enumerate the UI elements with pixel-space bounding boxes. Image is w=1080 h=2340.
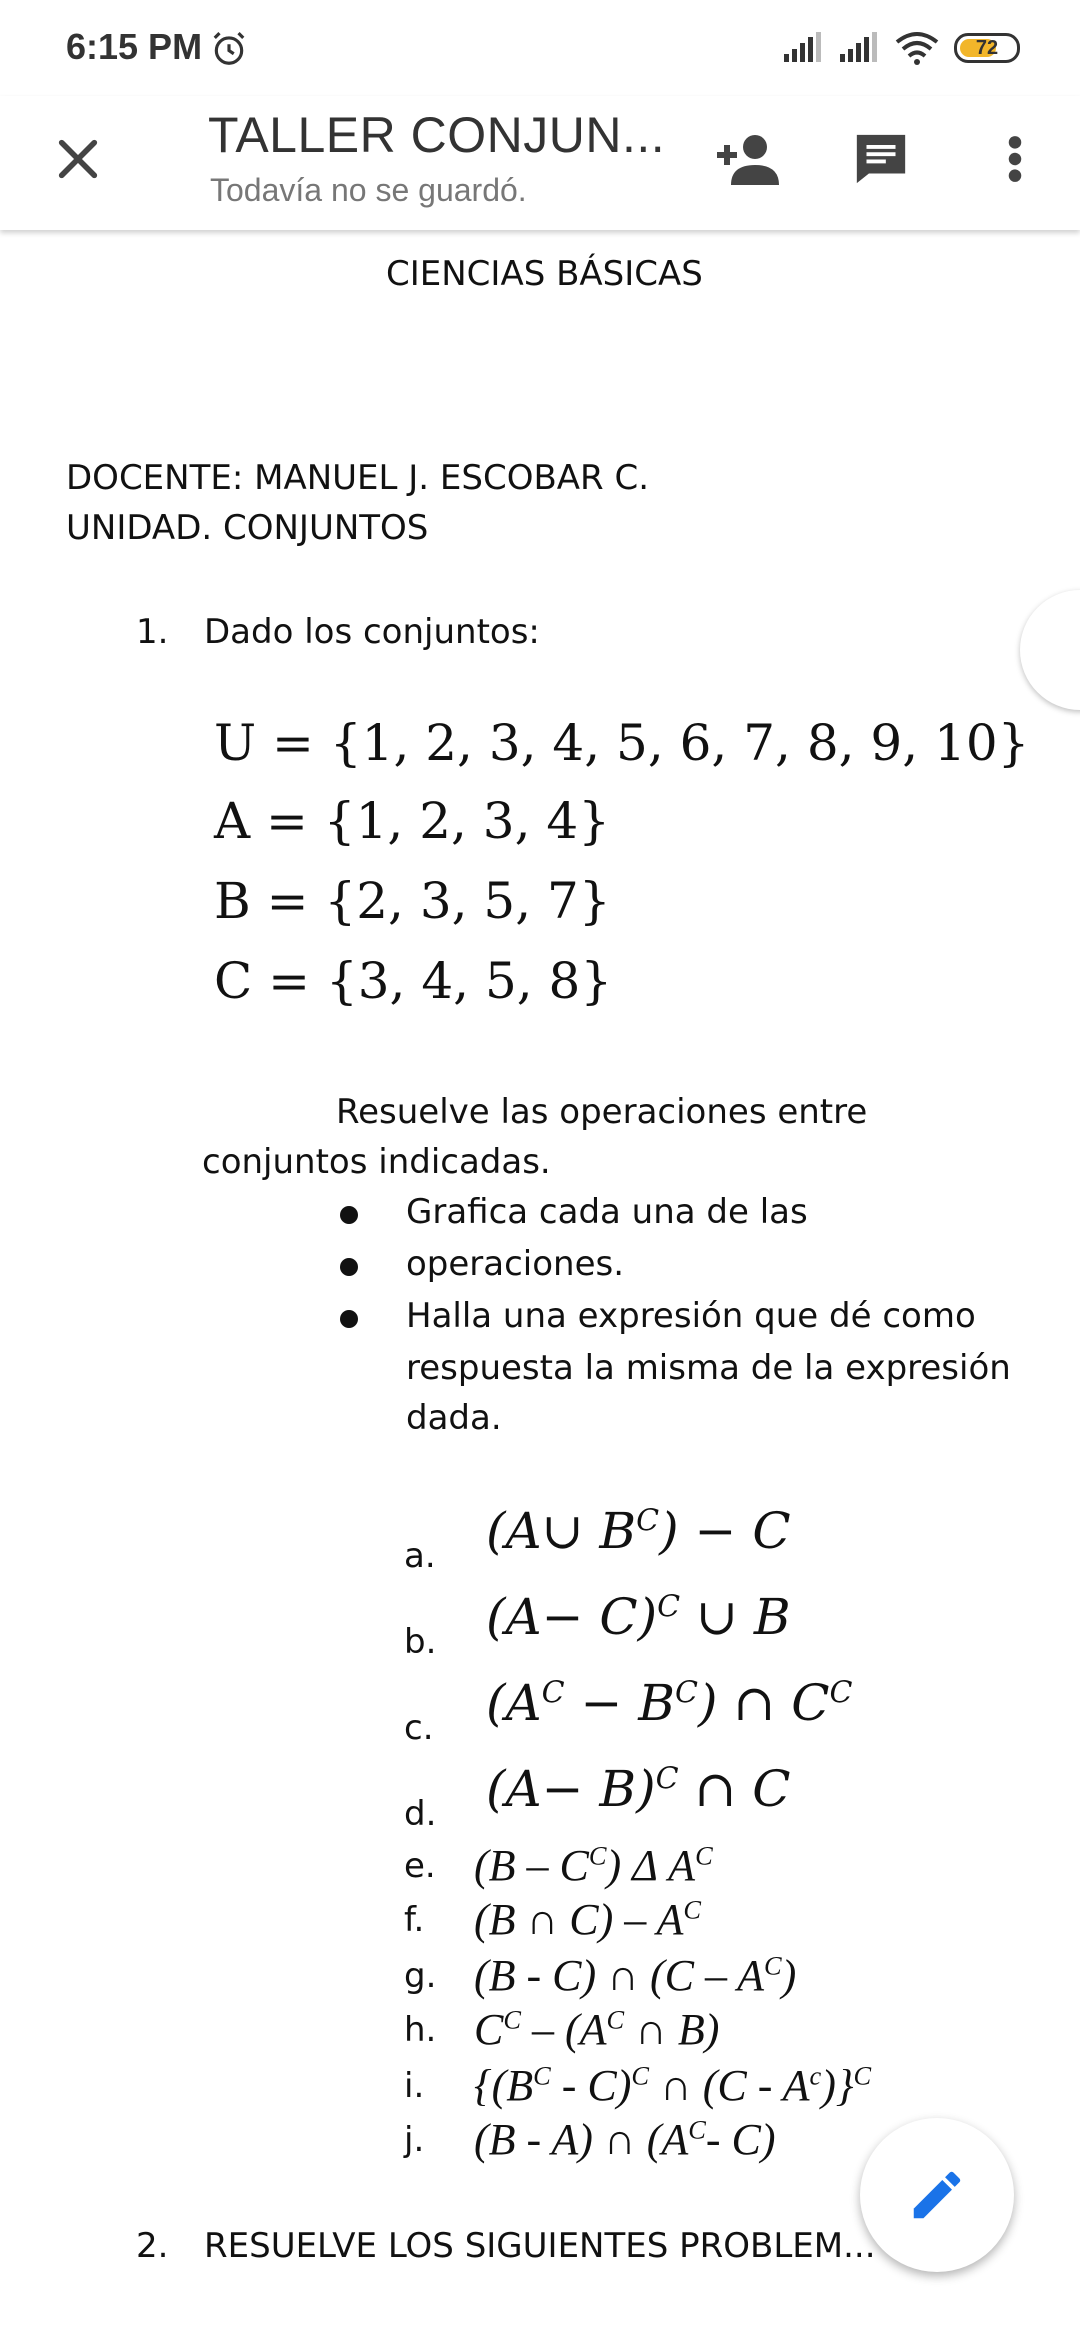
expression-h: $C^C - (A^C$ ∩ B) xyxy=(474,2004,720,2054)
doc-header: CIENCIAS BÁSICAS xyxy=(386,254,703,294)
set-c: C = {3, 4, 5, 8} xyxy=(214,952,613,1010)
status-bar xyxy=(0,0,1080,96)
expression-b: $(A- C)^C$ ∪ B xyxy=(486,1588,791,1646)
unit-line: UNIDAD. CONJUNTOS xyxy=(66,508,429,548)
set-b: B = {2, 3, 5, 7} xyxy=(214,872,611,930)
question-text: RESUELVE LOS SIGUIENTES PROBLEM... xyxy=(204,2226,876,2266)
pencil-icon xyxy=(906,2164,968,2226)
bullet xyxy=(340,1310,358,1328)
teacher-line: DOCENTE: MANUEL J. ESCOBAR C. xyxy=(66,458,650,498)
more-options-button[interactable] xyxy=(980,124,1050,194)
bullet xyxy=(340,1258,358,1276)
edit-button[interactable] xyxy=(860,2118,1014,2272)
item-letter: i. xyxy=(404,2066,425,2106)
side-panel-handle[interactable] xyxy=(1020,590,1080,710)
expression-f: (B ∩ $C) - A^C$ xyxy=(474,1894,701,1944)
battery-indicator xyxy=(954,33,1020,63)
question-number: 2. xyxy=(136,2226,169,2266)
document-title: TALLER CONJUN... xyxy=(208,107,666,163)
question-text: Dado los conjuntos: xyxy=(204,612,540,652)
item-letter: f. xyxy=(404,1900,425,1940)
bullet-text: respuesta la misma de la expresión xyxy=(406,1348,1011,1388)
item-letter: h. xyxy=(404,2010,437,2050)
instruction-line-2: conjuntos indicadas. xyxy=(202,1142,551,1182)
add-person-icon xyxy=(713,131,781,187)
item-letter: j. xyxy=(404,2120,425,2160)
save-status: Todavía no se guardó. xyxy=(210,172,527,208)
signal-icon xyxy=(782,32,824,64)
instruction-line-1: Resuelve las operaciones entre xyxy=(336,1092,868,1132)
comments-button[interactable] xyxy=(846,124,916,194)
bullet-text: Grafica cada una de las xyxy=(406,1192,808,1232)
bullet xyxy=(340,1206,358,1224)
set-a: A = {1, 2, 3, 4} xyxy=(214,792,611,850)
share-button[interactable] xyxy=(712,124,782,194)
app-toolbar xyxy=(0,96,1080,230)
expression-a: (A∪ $B^C) - C$ xyxy=(486,1502,791,1560)
expression-i: {$(B^C - C)^C$ ∩ $(C - A^c)\}^C$ xyxy=(474,2060,872,2110)
bullet-text: operaciones. xyxy=(406,1244,625,1284)
comment-icon xyxy=(852,130,910,188)
battery-level: 72 xyxy=(975,36,999,59)
item-letter: b. xyxy=(404,1622,437,1662)
more-vert-icon xyxy=(1005,134,1025,184)
alarm-icon xyxy=(210,30,248,68)
signal-icon-2 xyxy=(838,32,880,64)
bullet-text: Halla una expresión que dé como xyxy=(406,1296,976,1336)
bullet-text: dada. xyxy=(406,1398,502,1438)
question-number: 1. xyxy=(136,612,169,652)
item-letter: g. xyxy=(404,1956,437,1996)
expression-e: $(B - C^C)$ Δ $A^C$ xyxy=(474,1840,713,1890)
item-letter: c. xyxy=(404,1708,434,1748)
item-letter: d. xyxy=(404,1794,437,1834)
item-letter: a. xyxy=(404,1536,436,1576)
item-letter: e. xyxy=(404,1846,436,1886)
set-u: U = {1, 2, 3, 4, 5, 6, 7, 8, 9, 10} xyxy=(214,714,1030,772)
wifi-icon xyxy=(894,31,940,65)
expression-g: (B - C) ∩ $(C - A^C)$ xyxy=(474,1950,797,2000)
status-time: 6:15 PM xyxy=(66,26,203,67)
expression-d: $(A- B)^C$ ∩ C xyxy=(486,1760,791,1818)
expression-j: (B - A) ∩ ($A^C-$ C) xyxy=(474,2114,776,2164)
document-body[interactable] xyxy=(0,230,1080,2340)
expression-c: $(A^C - B^C)$ ∩ $C^C$ xyxy=(486,1674,853,1732)
close-icon[interactable] xyxy=(50,131,106,187)
